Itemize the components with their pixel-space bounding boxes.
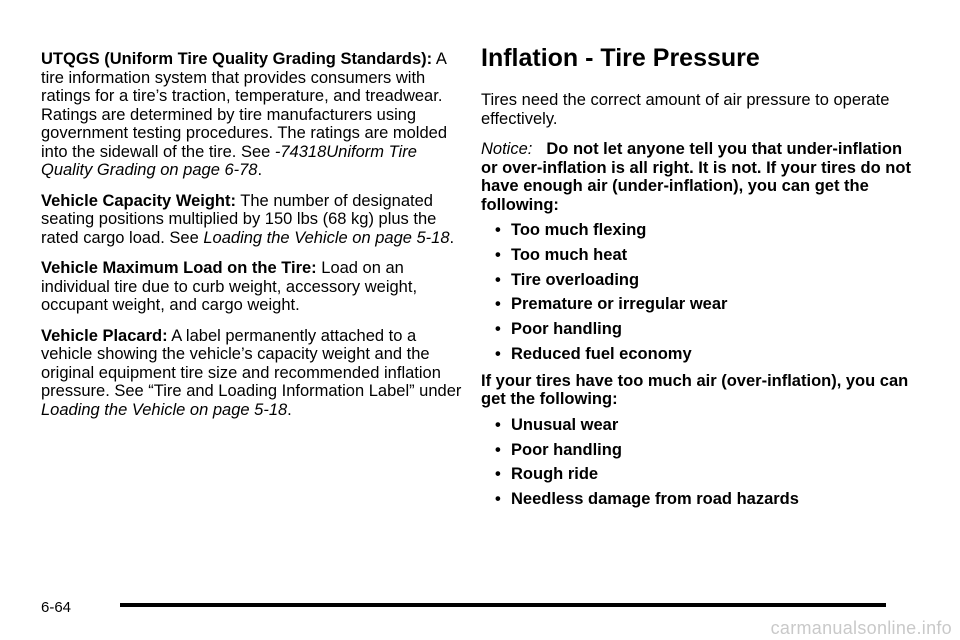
bullet-icon: • — [495, 221, 501, 239]
bullet-icon: • — [495, 295, 501, 314]
definition-vehicle-placard — [41, 327, 471, 420]
list-item-text: Too much flexing — [511, 221, 647, 239]
list-item — [495, 317, 921, 342]
cross-reference-link[interactable]: -74318Uniform Tire Quality Grading on page 6-78 — [41, 142, 417, 179]
definition-utqgs — [41, 50, 471, 180]
watermark: carmanualsonline.info — [770, 618, 952, 638]
list-item-text: Premature or irregular wear — [511, 295, 728, 314]
list-item — [495, 268, 921, 293]
list-item-text: Reduced fuel economy — [511, 344, 692, 363]
list-item-text: Poor handling — [511, 320, 622, 339]
definition-term: Vehicle Capacity Weight: — [41, 191, 237, 210]
definition-term: UTQGS (Uniform Tire Quality Grading Standards): — [41, 50, 433, 68]
definition-text: The number of designated seating positions multiplied by 150 lbs (68 kg) plus the rated cargo load. See — [41, 191, 437, 247]
list-item-text: Poor handling — [511, 440, 622, 459]
bullet-icon: • — [495, 440, 501, 459]
definition-vehicle-capacity-weight — [41, 192, 471, 248]
list-item — [495, 413, 921, 438]
intro-paragraph: Tires need the correct amount of air pressure to operate effectively. — [481, 91, 890, 128]
list-item — [495, 438, 921, 463]
notice-text: Do not let anyone tell you that under-inflation or over-inflation is all right. It is not. If your tires do not have enough air (under-inflation), you can get the following: — [481, 140, 911, 214]
definition-end: . — [449, 228, 455, 247]
definition-end: . — [287, 400, 292, 419]
page-number: 6-64 — [41, 599, 72, 616]
cross-reference-link[interactable]: Loading the Vehicle on page 5-18 — [41, 400, 288, 419]
list-item-text: Tire overloading — [511, 270, 640, 289]
list-item-text: Unusual wear — [511, 415, 619, 434]
list-item — [495, 218, 921, 243]
footer-rule — [120, 603, 886, 607]
bullet-icon: • — [495, 320, 501, 339]
definition-term: Vehicle Placard: — [41, 326, 168, 345]
list-item-text: Too much heat — [511, 245, 628, 264]
definition-text: Load on an individual tire due to curb weight, accessory weight, occupant weight, and cargo weight. — [41, 259, 418, 314]
under-inflation-list — [481, 218, 921, 367]
definition-text: A label permanently attached to a vehicle showing the vehicle’s capacity weight and the original equipment tire size and recommended inflation pressure. See “Tire and Loading Information Label” under — [41, 326, 462, 400]
bullet-icon: • — [495, 415, 501, 434]
definition-term: Vehicle Maximum Load on the Tire: — [41, 259, 317, 277]
bullet-icon: • — [495, 270, 501, 289]
list-item — [495, 462, 921, 487]
list-item — [495, 292, 921, 317]
notice-paragraph — [481, 140, 921, 214]
bullet-icon: • — [495, 344, 501, 363]
list-item — [495, 243, 921, 268]
over-inflation-list — [481, 413, 921, 512]
list-item-text: Needless damage from road hazards — [511, 490, 799, 509]
inflation-section — [481, 43, 921, 512]
definitions-column — [41, 50, 471, 431]
list-item — [495, 487, 921, 512]
section-title: Inflation - Tire Pressure — [481, 44, 760, 72]
list-item-text: Rough ride — [511, 465, 599, 484]
bullet-icon: • — [495, 245, 501, 264]
notice-label: Notice: — [481, 140, 533, 158]
over-inflation-paragraph: If your tires have too much air (over-inflation), you can get the following: — [481, 371, 909, 409]
list-item — [495, 342, 921, 367]
definition-end: . — [257, 161, 263, 179]
definition-vehicle-maximum-load — [41, 259, 471, 315]
bullet-icon: • — [495, 490, 501, 509]
cross-reference-link[interactable]: Loading the Vehicle on page 5-18 — [203, 228, 450, 247]
bullet-icon: • — [495, 465, 501, 484]
definition-text: A tire information system that provides consumers with ratings for a tire’s traction, temperature, and treadwear. Ratings are determined by tire manufacturers using government testing procedures. The ratings are molded into the sidewall of the tire. See — [41, 50, 448, 161]
